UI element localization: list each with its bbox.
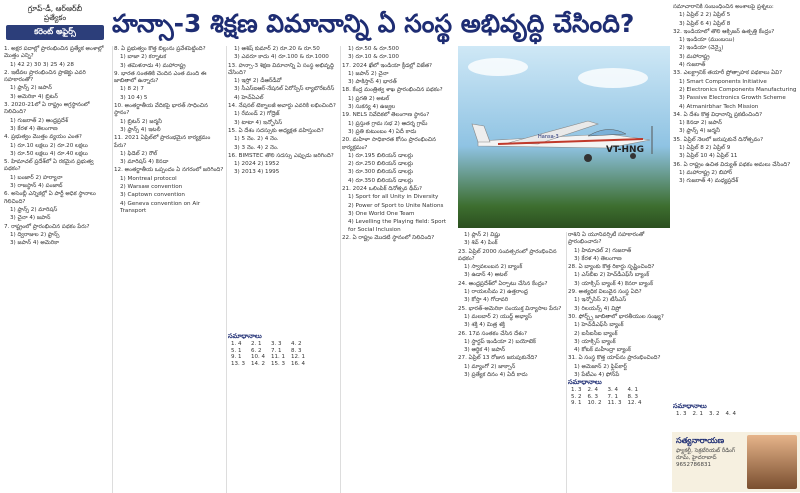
question-text: 9. భారత సంతతికి చెందిన ఎంత మంది ఈ జాబితాలో ఉన్నారు? [114, 70, 207, 85]
question-text: 3) మహారాష్ట్ర [679, 53, 710, 60]
answers-title: సమాధానాలు [228, 332, 262, 340]
question-text: 1) 8 2) 7 [120, 86, 144, 93]
question-text: 4. ప్రభుత్వం మొత్తం వ్యయం ఎంత? [4, 134, 82, 141]
question-text: 3) ఉడాన్ 4) అటల్ [464, 272, 508, 279]
question-text: 1) బాజా 2) కర్నాటక [120, 54, 167, 61]
question-text: 3) రాజస్థాన్ 4) పంజాబ్ [10, 183, 63, 190]
question-column-1 [4, 46, 110, 491]
column-divider [112, 46, 113, 493]
series-title [0, 0, 110, 22]
question-text: 1) రూ.195 బిలియన్ డాలర్లు [348, 152, 414, 159]
question-text: 24. ఆంధ్రప్రదేశ్‌లో ఏర్పాటు చేసిన కేంద్రం? [458, 280, 548, 287]
question-text: 15. ఏ దేశం సదస్సుకు అధ్యక్షత వహిస్తుంది? [228, 127, 324, 134]
column-divider [340, 46, 341, 493]
answers-table [228, 341, 308, 367]
author-phone: 9652786831 [676, 462, 711, 468]
question-column-3 [228, 46, 338, 491]
answer-cell: 12. 4 [627, 400, 642, 407]
question-text: 1) రేమండ్ 2) గోద్రెజ్ [234, 111, 280, 118]
answer-cell: 2. 4 [587, 387, 598, 394]
question-text: 28. ఏ బ్యాంకు కొత్త రికార్డు సృష్టించింది? [568, 264, 655, 271]
question-text: 1) హిమాచల్ 2) గుజరాత్ [574, 247, 632, 254]
question-text: 1) రాయలసీమ 2) ఉత్తరాంధ్ర [464, 289, 528, 296]
answer-row [673, 411, 739, 418]
answer-cell: 8. 3 [291, 347, 302, 354]
question-text: 3) అమెరికా 4) బ్రిటన్ [10, 93, 58, 100]
section-label: కరెంట్ అఫైర్స్ [6, 25, 104, 40]
question-text: 35. ఏప్రిల్ నెలలో జరుపుకునే దినోత్సవం? [673, 136, 764, 143]
answer-cell: 7. 1 [607, 393, 618, 400]
question-text: 3) పాకిస్తాన్ 4) భారత్ [348, 79, 397, 86]
answer-row [228, 361, 308, 368]
author-box [672, 432, 800, 492]
hansa-aircraft [468, 86, 658, 186]
question-text: 18. కేంద్ర మంత్రిత్వ శాఖ ప్రారంభించిన పథకం? [342, 87, 443, 94]
question-text: 1) Sport for all Unity in Diversity [348, 194, 439, 201]
question-text: 20. మహిళా సాధికారత కోసం ప్రారంభించిన కార్యక్రమం? [342, 137, 436, 151]
question-text: 33. ఎలక్ట్రానిక్ తయారీ ప్రోత్సాహక పథకాలు ఏవి? [673, 70, 783, 77]
answer-cell: 4. 1 [627, 387, 638, 394]
question-text: 3) ప్రతి కుటుంబం 4) ఏదీ కాదు [348, 128, 417, 135]
question-text: 1) ఏప్రిల్ 8 2) ఏప్రిల్ 9 [679, 145, 731, 152]
answer-cell: 3. 3 [271, 341, 282, 348]
question-column-5 [458, 232, 564, 432]
answer-cell: 5. 1 [231, 347, 242, 354]
cloud [468, 58, 528, 76]
answers-box-2 [568, 376, 670, 436]
column-divider [226, 46, 227, 493]
answer-cell: 3. 2 [709, 411, 720, 418]
question-text: 3) కేరళ 4) తెలంగాణ [574, 255, 622, 262]
question-text: 3) సుకన్య 4) ఉజ్వల [348, 104, 396, 111]
question-text: 1) గుజరాత్ 2) ఆంధ్రప్రదేశ్ [10, 117, 68, 124]
question-text: 3. 2020-21లో ఏ రాష్ట్రం అగ్రస్థానంలో నిలిచింది? [4, 102, 90, 116]
question-text: 3) Passive Electronics Growth Scheme [679, 95, 786, 102]
question-text: 11. 2021 ఏప్రిల్‌లో ప్రారంభమైన కార్యక్రమం పేరు? [114, 135, 211, 149]
question-text: 1) బ్రిటన్ 2) జర్మనీ [120, 118, 162, 125]
answers-box-3 [673, 400, 798, 430]
question-text: 3) ఎవరూ కాదు 4) రూ.100 & రూ.1000 [234, 54, 329, 61]
question-text: 1) Montreal protocol [120, 175, 177, 182]
question-text: 1) హెచ్‌డీఎఫ్‌సీ బ్యాంక్ [574, 322, 624, 329]
question-text: 6. అసెంబ్లీ ఎన్నికల్లో ఏ పార్టీ అధిక స్థానాలు గెలిచింది? [4, 191, 96, 205]
series-line: గ్రూప్-డీ, ఆర్‌ఆర్‌బీ [27, 4, 83, 13]
answer-cell: 5. 2 [571, 393, 582, 400]
cloud [578, 68, 648, 88]
question-text: 1) మహారాష్ట్ర 2) బిహార్ [679, 169, 733, 176]
question-column-4 [342, 46, 454, 491]
question-text: 3) ప్రత్యేక దినం 4) ఏదీ కాదు [464, 372, 528, 379]
question-text: 1) Smart Components Initiative [679, 78, 767, 85]
question-text: 22. ఏ రాష్ట్రం మొదటి స్థానంలో నిలిచింది? [342, 234, 435, 241]
question-text: 1) మ్యాంగో 2) జాక్సాన్ [464, 363, 516, 370]
answer-cell: 9. 1 [571, 400, 582, 407]
question-text: 1) 42 2) 30 3) 25 4) 28 [10, 61, 74, 68]
question-text: 13. హన్సా-3 శిక్షణ విమానాన్ని ఏ సంస్థ అభివృద్ధి చేసింది? [228, 62, 334, 76]
question-text: 3) 3 నెం. 4) 2 నెం. [234, 144, 279, 151]
headline: హన్సా-3 శిక్షణ విమానాన్ని ఏ సంస్థ అభివృద్ధి చేసింది? [112, 9, 635, 38]
question-text: 3) యాక్సిస్ బ్యాంక్ [574, 338, 616, 345]
answer-cell: 14. 2 [251, 360, 265, 367]
question-text: 1) 5 నెం. 2) 4 నెం. [234, 136, 279, 143]
question-text: 3) రూ.300 బిలియన్ డాలర్లు [348, 169, 414, 176]
answer-cell: 15. 3 [271, 360, 285, 367]
question-text: 4) Levelling the Playing field: Sport for Social Inclusion [348, 219, 447, 233]
answer-cell: 1. 4 [231, 341, 242, 348]
answers-table [568, 387, 645, 407]
answer-cell: 10. 4 [251, 354, 265, 361]
question-text: 1. అక్షర పదాల్లో ప్రారంభించిన ప్రత్యేక అంశాల్లో మొత్తం ఎన్ని? [4, 46, 104, 60]
question-text: 36. ఏ రాష్ట్రం ఉచిత విద్యుత్ పథకం అమలు చేసింది? [673, 161, 791, 168]
question-text: 1) ఇస్రో 2) డీఆర్‌డీవో [234, 78, 282, 85]
answer-cell: 1. 3 [676, 411, 687, 418]
question-text: 1) బంజార్ 2) హర్యానా [10, 174, 63, 181]
question-text: 2) రూ.250 బిలియన్ డాలర్లు [348, 161, 414, 168]
question-text: 3) యాక్సిస్ బ్యాంక్ 4) కెనరా బ్యాంక్ [574, 280, 653, 287]
question-text: 2) ఇండియా (చెన్నై) [679, 45, 724, 52]
question-text: 3) ఏప్రిల్ 10 4) ఏప్రిల్ 11 [679, 153, 738, 160]
question-text: 19. NELS నివేదికలో తెలంగాణ స్థానం? [342, 112, 430, 119]
question-text: 27. ఏప్రిల్ 13 రోజున జరుపుకునేది? [458, 355, 538, 362]
question-text: 1) రూ.50 & రూ.500 [348, 46, 399, 52]
answer-cell: 2. 1 [692, 411, 703, 418]
question-text: 1) ఫ్రాన్స్ 2) మారిషస్ [10, 206, 58, 213]
answer-cell: 7. 1 [271, 347, 282, 354]
answer-cell: 10. 2 [587, 400, 602, 407]
question-text: 3) పేటీఎం 4) ఫోన్‌పే [574, 372, 620, 379]
answer-cell: 6. 2 [251, 347, 262, 354]
answers-box-1 [228, 330, 340, 390]
question-text: 1) ఇన్ఫోసిస్ 2) టీసీఎస్ [574, 297, 627, 304]
question-text: 4) గుజరాత్ [679, 62, 706, 69]
answer-cell: 11. 3 [607, 400, 622, 407]
question-text: 1) ప్రగతి 2) అటల్ [348, 95, 390, 102]
question-text: 1) ఇండియా (ముంబయి) [679, 37, 735, 44]
question-text: 32. ఇండియాలో తొలి ఆక్సిజన్ ఉత్పత్తి కేంద్రం? [673, 28, 775, 35]
question-text: 5. హిమాచల్ ప్రదేశ్‌లో ఏ రకమైన ప్రభుత్వ పథకం? [4, 159, 94, 173]
answers-title: సమాధానాలు [568, 378, 602, 386]
author-designation: ఫ్యాకల్టీ, సెక్రటేరియట్ రీడింగ్ రూమ్, హైదరాబాద్ [676, 448, 736, 461]
question-text: 3) టాటా 4) ఇన్ఫోసిస్ [234, 119, 283, 126]
question-text: 1) రూ.10 లక్షలు 2) రూ.20 లక్షలు [10, 142, 88, 149]
question-text: 21. 2024 ఒలింపిక్ దినోత్సవ థీమ్? [342, 186, 422, 193]
question-text: 1) స్వావలంబన 2) బ్యాంక్ [464, 264, 523, 271]
question-text: 3) One World One Team [348, 210, 415, 217]
question-text: 3) చైనా 4) జపాన్ [10, 215, 51, 222]
question-text: 3) సీఎస్ఐఆర్-నేషనల్ ఏరోస్పేస్ ల్యాబొరేటరీస్ [234, 86, 335, 93]
question-text: 4) కోటక్ మహీంద్రా బ్యాంక్ [574, 347, 631, 354]
answer-cell: 13. 3 [231, 360, 245, 367]
question-text: 10. అంతర్జాతీయ వేదికపై భారత్ సాధించిన స్థానం? [114, 103, 208, 117]
question-text: 1) స్టార్టప్ ఇండియా 2) బయోటెక్ [464, 338, 536, 345]
answer-cell: 1. 3 [571, 387, 582, 394]
question-text: 3) ఏప్రిల్ 6 4) ఏప్రిల్ 8 [679, 20, 731, 27]
question-text: 2) Electronics Components Manufacturing [679, 86, 797, 93]
question-text: 4) Atmanirbhar Tech Mission [679, 103, 759, 110]
question-text: 8. ఏ ప్రభుత్వం కొత్త బిల్లును ప్రవేశపెట్టింది? [114, 46, 206, 52]
question-text: 3) Captown convention [120, 192, 185, 199]
question-text: 7. రాష్ట్రంలో ప్రారంభించిన పథకం పేరు? [4, 223, 90, 230]
series-line: ప్రత్యేకం [43, 13, 67, 22]
question-text: 1) ప్రస్తుత గ్రామ సభ 2) ఆదర్శ గ్రామ్ [348, 120, 428, 127]
answer-cell: 3. 4 [607, 387, 618, 394]
question-text: 12. అంతర్జాతీయ ఒప్పందం ఏ నగరంలో జరిగింది? [114, 167, 224, 174]
answer-cell: 11. 1 [271, 354, 285, 361]
question-text: 1) ఫ్రాన్స్ 2) జపాన్ [10, 85, 52, 92]
question-text: రాశిని ఏ యూనివర్సిటీ సహకారంతో ప్రారంభించారు? [568, 232, 645, 246]
question-text: 23. ఏప్రిల్ 2000 సంవత్సరంలో ప్రారంభించిన పథకం? [458, 248, 557, 262]
question-column-2 [114, 46, 224, 491]
question-text: 2) Power of Sport to Unite Nations [348, 202, 444, 209]
question-text: 2. ఇటీవల ప్రారంభించిన ప్రాజెక్టు ఎవరి సహకారంతో? [4, 69, 86, 84]
answer-cell: 8. 3 [627, 393, 638, 400]
question-text: 3) ఆర్థిక 4) జపాన్ [464, 347, 506, 354]
question-text: 1) ప్లాన్ 2) విష్ణు [464, 232, 501, 238]
answer-cell: 6. 3 [587, 393, 598, 400]
question-column-7 [673, 4, 798, 349]
question-text: 34. ఏ దేశం కొత్త విధానాన్ని ప్రకటించింది? [673, 111, 763, 118]
question-text: 1) ఏప్రిల్ 2 2) ఏప్రిల్ 5 [679, 12, 731, 19]
question-text: 30. ఫోర్బ్స్ జాబితాలో భారతీయుల సంఖ్య? [568, 313, 664, 320]
question-text: 1) ద్విరాజుల 2) ఫ్రాన్స్ [10, 231, 60, 238]
question-text: 16. BIMSTEC తొలి సదస్సు ఎప్పుడు జరిగింది? [228, 152, 334, 159]
question-text: 2) ఐసీఐసీఐ బ్యాంక్ [574, 330, 618, 337]
question-text: 3) రూ.50 లక్షలు 4) రూ.40 లక్షలు [10, 150, 88, 157]
question-text: 1) 2024 2) 1952 [234, 161, 280, 168]
question-text: 3) రూ.10 & రూ.100 [348, 54, 399, 61]
question-text: 2) Warsaw convention [120, 184, 183, 191]
author-role [676, 448, 746, 469]
question-text: 3) ఫ్రాన్స్ 4) జర్మనీ [679, 128, 720, 135]
question-text: 3) 10 4) 5 [120, 94, 148, 101]
question-column-6 [568, 232, 670, 379]
question-text: 14. నేషనల్ టెక్నాలజీ అవార్డు ఎవరికి లభించింది? [228, 103, 336, 110]
question-text: 3) రిలయన్స్ 4) విప్రో [574, 305, 621, 312]
question-text: 3) మారిషస్ 4) కెనడా [120, 159, 169, 166]
question-text: 29. అత్యధిక విలువైన సంస్థ ఏది? [568, 289, 642, 296]
question-text: 3) శివ్ 4) పింక్ [464, 240, 498, 247]
question-text: 31. ఏ సంస్థ కొత్త యాప్‌ను ప్రారంభించింది? [568, 355, 661, 362]
question-text: 3) 2013 4) 1995 [234, 169, 280, 176]
aircraft-photo [458, 46, 670, 228]
answer-cell: 2. 1 [251, 341, 262, 348]
answer-cell: 4. 2 [291, 341, 302, 348]
author-name: సత్యనారాయణ [676, 436, 725, 445]
answers-table [673, 411, 739, 418]
aircraft-registration: VT-HNG [606, 145, 644, 155]
question-text: 17. 2024 ఖేలో ఇండియా క్రీడల్లో విజేత? [342, 62, 433, 69]
answer-cell: 16. 4 [291, 360, 305, 367]
question-text: 4) హెచ్ఏఎల్ [234, 94, 264, 101]
question-text: 1) అమెజాన్ 2) ఫ్లిప్‌కార్ట్ [574, 363, 627, 370]
question-text: సమాచారానికి సంబంధించిన అంశాలపై ప్రశ్నలు: [673, 4, 774, 10]
question-text: 1) ఎస్‌బీఐ 2) హెచ్‌డీఎఫ్‌సీ బ్యాంక్ [574, 272, 650, 279]
question-text: 4) Geneva convention on Air Transport [120, 200, 201, 214]
question-text: 3) కేరళ 4) తెలంగాణ [10, 125, 58, 132]
answer-cell: 4. 4 [725, 411, 736, 418]
question-text: 3) గుజరాత్ 4) మధ్యప్రదేశ్ [679, 178, 739, 185]
answers-title: సమాధానాలు [673, 402, 707, 410]
question-text: 3) కోస్తా 4) గోదావరి [464, 297, 509, 304]
column-divider [566, 232, 567, 493]
question-text: 3) తమిళనాడు 4) మహారాష్ట్ర [120, 62, 186, 69]
question-text: 1) ఫిడెల్ 2) రౌల్ [120, 150, 158, 157]
aircraft-name: Hansa-3 [538, 134, 559, 140]
answer-row [568, 400, 645, 407]
question-text: 25. భారత్-అమెరికా సంయుక్త విన్యాసాల పేరు? [458, 305, 562, 312]
question-text: 1) ఆశిష్ కుమార్ 2) రూ.20 & రూ.50 [234, 46, 320, 52]
question-text: 1) కెనడా 2) జపాన్ [679, 120, 722, 127]
question-text: 3) జపాన్ 4) అమెరికా [10, 240, 59, 247]
question-text: 3) ఫ్రాన్స్ 4) ఇటలీ [120, 126, 161, 133]
answer-cell: 12. 1 [291, 354, 305, 361]
question-text: 1) జపాన్ 2) చైనా [348, 70, 389, 77]
answer-cell: 9. 1 [231, 354, 242, 361]
question-text: 26. 17వ సంతకం చేసిన దేశం? [458, 330, 527, 337]
author-photo [747, 435, 797, 489]
question-text: 4) రూ.350 బిలియన్ డాలర్లు [348, 177, 414, 184]
question-text: 3) శక్తి 4) మిత్ర శక్తి [464, 322, 505, 329]
question-text: 1) మలబార్ 2) యుద్ధ్ అభ్యాస్ [464, 313, 532, 320]
